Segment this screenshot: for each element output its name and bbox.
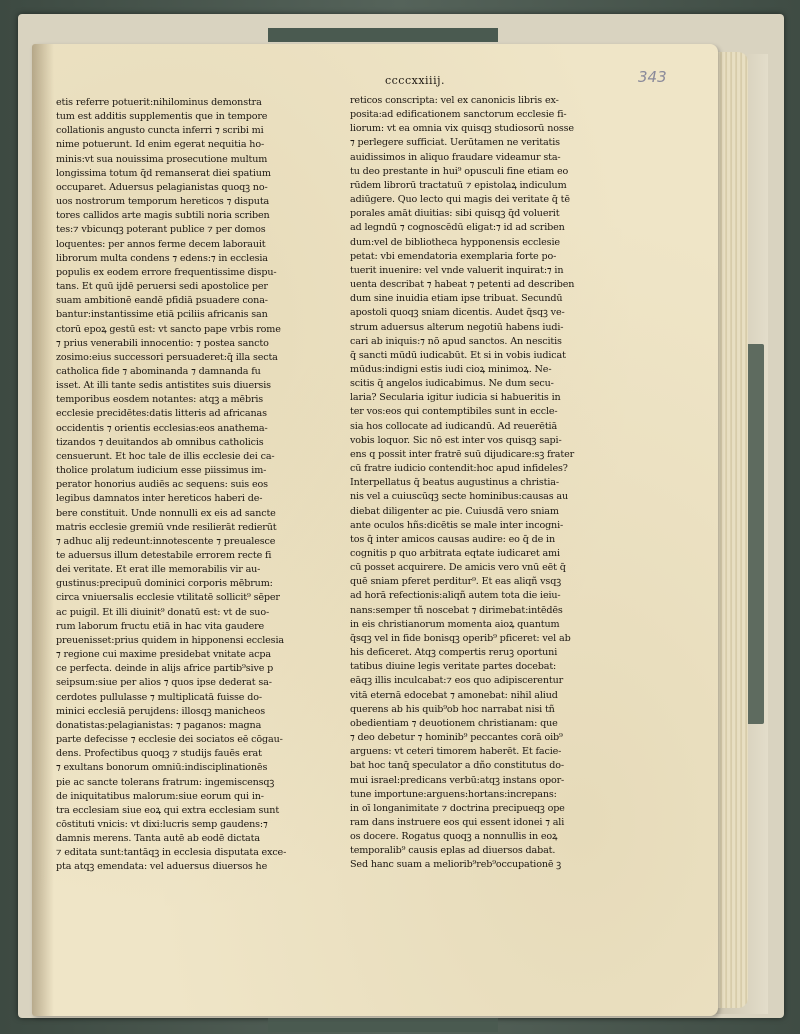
text-line: apostoli quoqꝫ sniam dicentis. Audet q̄sqꝫ ve- <box>350 307 565 319</box>
text-line: zosimo:eius successori persuaderet:q̄ illa secta <box>56 351 278 363</box>
text-line: uos nostrorum temporum hereticos ⁊ disputa <box>56 196 270 208</box>
text-line: gustinus:precipuū dominici corporis mēbrum: <box>56 578 273 590</box>
text-line: ⁊ prius venerabili innocentio: ⁊ postea sancto <box>56 337 269 349</box>
text-line: tatibus diuine legis veritate partes docebat: <box>350 661 557 673</box>
text-line: cari ab iniquis:⁊ nō apud sanctos. An nescitis <box>350 335 562 347</box>
text-line: dei veritate. Et erat ille memorabilis vir au- <box>56 564 261 576</box>
text-line: ens q possit inter fratrē suū dijudicare:sꝫ frater <box>350 448 575 460</box>
text-line: dum:vel de bibliotheca hypponensis ecclesie <box>350 236 560 248</box>
text-line: arguens: vt ceteri timorem haberēt. Et facie- <box>350 746 562 758</box>
text-line: q̄sqꝫ vel in fide bonisqꝫ operib⁹ pficeret: vel ab <box>350 632 571 644</box>
text-line: censuerunt. Et hoc tale de illis ecclesie dei ca- <box>56 450 275 462</box>
text-line: temporalib⁹ causis eplas ad diuersos dabat. <box>350 845 556 857</box>
text-line: tu deo prestante in hui⁹ opusculi fine etiam eo <box>350 165 569 177</box>
text-line: de iniquitatibus malorum:siue eorum qui in- <box>56 790 264 802</box>
text-line: vitā eternā edocebat ⁊ amonebat: nihil aliud <box>350 689 558 701</box>
text-line: dum sine inuidia etiam ipse tribuat. Secundū <box>350 293 563 305</box>
text-line: bere constituit. Unde nonnulli ex eis ad sancte <box>56 507 276 519</box>
text-line: seipsum:siue per alios ⁊ quos ipse dederat sa- <box>56 677 272 689</box>
text-line: tizandos ⁊ deuitandos ab omnibus catholicis <box>56 436 264 448</box>
text-line: his deficeret. Atqꝫ compertis reruꝫ oportuni <box>350 647 558 659</box>
text-line: te aduersus illum detestabile errorem recte fi <box>56 550 272 561</box>
text-line: ⁊ perlegere sufficiat. Uerūtamen ne veritatis <box>350 137 560 149</box>
text-line: minici ecclesiā perujdens: illosqꝫ manicheos <box>56 705 265 717</box>
text-line: diebat diligenter ac pie. Cuiusdā vero sniam <box>350 505 559 517</box>
text-line: sia hos collocate ad iudicandū. Ad reuerētiā <box>350 420 558 432</box>
text-line: petat: vbi emendatoria exemplaria forte po- <box>350 250 557 262</box>
text-line: mui israel:predicans verbū:atqꝫ instans opor- <box>350 774 565 786</box>
text-line: quē sniam pferet perditur⁹. Et eas aliqñ vsqꝫ <box>350 576 561 588</box>
text-line: tores callidos arte magis subtili noria scriben <box>56 210 270 222</box>
text-line: rum laborum fructu etiā in hac vita gaudere <box>56 620 265 632</box>
text-line: longissima totum q̄d remanserat diei spatium <box>56 167 271 179</box>
pencil-page-number: 343 <box>638 68 667 86</box>
text-line: ⁊ exultans bonorum omniū:indisciplinationēs <box>56 762 268 774</box>
text-line: ctorū epoꝝ gestū est: vt sancto pape vrbis rome <box>56 323 281 335</box>
text-line: tra ecclesiam siue eoꝝ qui extra ecclesiam sunt <box>56 804 280 816</box>
text-line: vobis loquor. Sic nō est inter vos quisqꝫ sapi- <box>350 434 562 446</box>
text-line: nis vel a cuiuscūqꝫ secte hominibus:causas au <box>350 491 569 503</box>
folder-top-band <box>268 28 498 42</box>
text-line: querens ab his quib⁹ob hoc narrabat nisi tñ <box>350 703 555 715</box>
text-line: mūdus:indigni estis iudi cioꝝ minimoꝝ. Ne- <box>350 363 552 375</box>
text-line: os docere. Rogatus quoqꝫ a nonnullis in eoꝝ <box>350 831 558 843</box>
text-line: ac puigil. Et illi diuinit⁹ donatū est: vt de suo- <box>56 606 270 618</box>
text-line: ad legndū ⁊ cognoscēdū eligat:⁊ id ad scriben <box>350 222 565 234</box>
text-line: in eis christianorum momenta aioꝝ quantum <box>350 618 560 630</box>
text-column-left <box>56 96 342 875</box>
text-line: ante oculos hñs:dicētis se male inter incogni- <box>350 519 564 531</box>
text-line: dens. Profectibus quoqꝫ ⁊ studijs fauēs erat <box>56 748 262 760</box>
text-line: tholice prolatum iudicium esse piissimus im- <box>56 465 267 477</box>
text-line: occidentis ⁊ orientis ecclesias:eos anathema- <box>56 422 268 434</box>
text-line: temporibus eosdem notantes: atqꝫ a mēbris <box>56 394 264 406</box>
text-line: pie ac sancte tolerans fratrum: ingemiscensqꝫ <box>56 776 275 788</box>
text-line: cerdotes pullulasse ⁊ multiplicatā fuisse do- <box>56 691 262 703</box>
text-line: circa vniuersalis ecclesie vtilitatē sollicit⁹ sēper <box>56 592 280 604</box>
folio-number: ccccxxiiij. <box>384 74 445 87</box>
text-line: posita:ad edificationem sanctorum ecclesie fi- <box>350 109 567 121</box>
text-line: ⁊ editata sunt:tantāqꝫ in ecclesia disputata exce- <box>56 847 287 859</box>
text-line: q̄ sancti mūdū iudicabūt. Et si in vobis iudicat <box>350 349 566 361</box>
text-line: tuerit inuenire: vel vnde valuerit inquirat:⁊ in <box>350 264 564 276</box>
text-line: loquentes: per annos ferme decem laborauit <box>56 238 266 250</box>
text-line: ⁊ adhuc alij redeunt:innotescente ⁊ preualesce <box>56 535 276 547</box>
text-line: matris ecclesie gremiū vnde resilierāt redierūt <box>56 521 277 533</box>
text-line: cū fratre iudicio contendit:hoc apud infideles? <box>350 463 568 475</box>
text-line: in oī longanimitate ⁊ doctrina precipueqꝫ ope <box>350 802 565 814</box>
text-line: damnis merens. Tanta autē ab eodē dictata <box>56 833 260 845</box>
text-line: tos q̄ inter amicos causas audire: eo q̄ de in <box>350 533 555 545</box>
folder-bottom-band <box>268 1018 498 1032</box>
text-line: strum aduersus alterum negotiū habens iudi- <box>350 321 564 333</box>
text-line: ⁊ regione cui maxime presidebat vnitate acpa <box>56 649 271 661</box>
text-line: Interpellatus q̄ beatus augustinus a christia- <box>350 477 559 489</box>
text-line: minis:vt sua nouissima prosecutione multum <box>56 153 268 165</box>
text-line: etis referre potuerit:nihilominus demonstra <box>56 97 262 108</box>
text-line: donatistas:pelagianistas: ⁊ paganos: magna <box>56 719 262 731</box>
text-line: isset. At illi tante sedis antistites suis diuersis <box>56 380 271 392</box>
text-line: pta atqꝫ emendata: vel aduersus diuersos he <box>56 861 268 873</box>
text-line: tes:⁊ vbicunqꝫ poterant publice ⁊ per domos <box>56 224 266 236</box>
text-line: porales amāt diuitias: sibi quisqꝫ q̄d voluerit <box>350 208 560 220</box>
text-line: obedientiam ⁊ deuotionem christianam: que <box>350 717 558 729</box>
text-line: tans. Et quū ijdē peruersi sedi apostolice per <box>56 281 268 293</box>
text-line: cū posset acquirere. De amicis vero vnū eēt q̄ <box>350 562 566 574</box>
text-line: ce perfecta. deinde in alijs africe partib⁹sive p <box>56 663 274 675</box>
text-line: ram dans instruere eos qui essent idonei ⁊ ali <box>350 816 565 828</box>
text-line: nans:semper tñ noscebat ⁊ dirimebat:intēdēs <box>350 604 563 616</box>
text-line: reticos conscripta: vel ex canonicis libris ex- <box>350 95 559 106</box>
text-line: eāqꝫ illis inculcabat:⁊ eos quo adipiscerentur <box>350 675 564 687</box>
text-line: legibus damnatos inter hereticos haberi de- <box>56 493 263 505</box>
text-line: tune importune:arguens:hortans:increpans: <box>350 788 557 800</box>
text-line: liorum: vt ea omnia vix quisqꝫ studiosorū nosse <box>350 123 574 135</box>
text-line: suam ambitionē eandē pfidiā psuadere cona- <box>56 295 268 307</box>
cardboard-folder <box>18 14 784 1018</box>
text-line: uenta describat ⁊ habeat ⁊ petenti ad describen <box>350 279 575 291</box>
text-line: preuenisset:prius quidem in hipponensi ecclesia <box>56 634 284 646</box>
text-line: scitis q̄ angelos iudicabimus. Ne dum secu- <box>350 378 554 390</box>
text-line: laria? Secularia igitur iudicia si habueritis in <box>350 392 561 404</box>
text-line: collationis angusto cuncta inferri ⁊ scribi mi <box>56 125 264 137</box>
text-line: Sed hanc suam a meliorib⁹reb⁹occupationē ꝫ <box>350 859 562 871</box>
text-line: bat hoc tanq̄ speculator a dño constitutus do- <box>350 760 564 772</box>
text-line: ad horā refectionis:aliqñ autem tota die ieiu- <box>350 590 561 602</box>
gutter-shadow <box>32 44 54 1016</box>
text-line: catholica fide ⁊ abominanda ⁊ damnanda fu <box>56 365 261 377</box>
text-line: nime potuerunt. Id enim egerat nequitia ho- <box>56 139 265 151</box>
text-line: occuparet. Aduersus pelagianistas quoqꝫ no- <box>56 181 268 193</box>
text-line: cōstituti vnicis: vt dixi:lucris semp gaudens:⁊ <box>56 818 268 830</box>
text-line: tum est additis supplementis que in tempore <box>56 111 268 123</box>
text-line: bantur:instantissime etiā pciliis africanis san <box>56 309 268 321</box>
text-line: rūdem librorū tractatuū ⁊ epistolaꝝ indiculum <box>350 179 567 191</box>
text-line: adiūgere. Quo lecto qui magis dei veritate q̄ tē <box>350 194 570 206</box>
text-line: populis ex eodem errore frequentissime dispu- <box>56 266 277 278</box>
text-line: cognitis p quo arbitrata eqtate iudicaret ami <box>350 548 560 559</box>
text-line: ⁊ deo debetur ⁊ hominib⁹ peccantes corā oib⁹ <box>350 732 563 744</box>
text-line: auidissimos in aliquo fraudare videamur sta- <box>350 151 561 163</box>
text-line: parte defecisse ⁊ ecclesie dei sociatos eē cōgau- <box>56 734 283 746</box>
text-line: ter vos:eos qui contemptibiles sunt in eccle- <box>350 406 558 418</box>
book-page <box>32 44 718 1016</box>
text-line: ecclesie precidētes:datis litteris ad africanas <box>56 408 267 420</box>
text-line: perator honorius audiēs ac sequens: suis eos <box>56 479 268 491</box>
text-line: librorum multa condens ⁊ edens:⁊ in ecclesia <box>56 252 268 264</box>
text-column-right <box>350 94 636 873</box>
